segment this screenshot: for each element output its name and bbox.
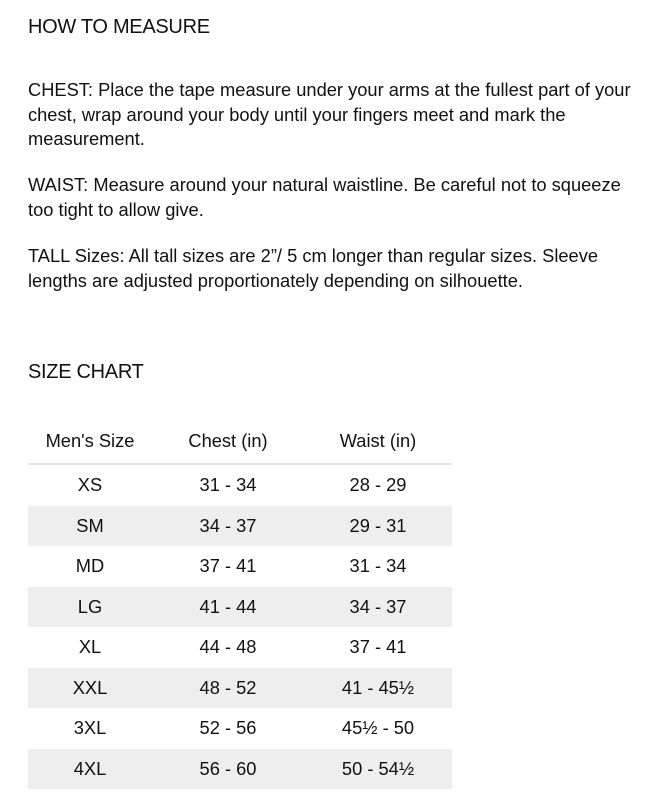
size-cell: XS <box>77 474 103 496</box>
how-to-measure-heading: HOW TO MEASURE <box>28 16 210 38</box>
waist-cell: 28 - 29 <box>349 474 407 496</box>
table-row <box>28 627 452 668</box>
column-header-mens-size: Men's Size <box>28 419 152 464</box>
table-row <box>28 464 452 506</box>
table-row <box>28 668 452 709</box>
chest-cell: 41 - 44 <box>152 587 304 628</box>
size-cell: LG <box>28 587 152 628</box>
tall-sizes-note: TALL Sizes: All tall sizes are 2”/ 5 cm longer than regular sizes. Sleeve lengths are adjusted proportionately depending on silhouette. <box>28 245 599 291</box>
size-chart-table <box>28 419 452 789</box>
waist-cell: 41 - 45½ <box>304 668 452 709</box>
table-row <box>28 749 452 790</box>
waist-cell: 29 - 31 <box>304 506 452 547</box>
column-header-chest: Chest (in) <box>152 419 304 464</box>
waist-cell: 50 - 54½ <box>304 749 452 790</box>
chest-cell: 52 - 56 <box>199 717 257 739</box>
waist-cell: 34 - 37 <box>304 587 452 628</box>
size-cell: XL <box>78 636 102 658</box>
chest-cell: 34 - 37 <box>152 506 304 547</box>
size-cell: MD <box>75 555 105 577</box>
waist-cell: 37 - 41 <box>349 636 407 658</box>
size-chart-heading: SIZE CHART <box>28 361 144 383</box>
chest-instructions: CHEST: Place the tape measure under your arms at the fullest part of your chest, wrap around your body until your fingers meet and mark the measurement. <box>28 79 631 149</box>
table-row <box>28 587 452 628</box>
chest-cell: 56 - 60 <box>152 749 304 790</box>
waist-instructions: WAIST: Measure around your natural waistline. Be careful not to squeeze too tight to allow give. <box>28 174 621 220</box>
chest-cell: 44 - 48 <box>199 636 257 658</box>
table-row <box>28 506 452 547</box>
size-cell: XXL <box>28 668 152 709</box>
table-row <box>28 708 452 749</box>
table-header-row <box>28 419 452 464</box>
chest-cell: 31 - 34 <box>199 474 257 496</box>
column-header-waist: Waist (in) <box>304 419 452 464</box>
table-row <box>28 546 452 587</box>
waist-cell: 31 - 34 <box>349 555 407 577</box>
size-cell: 3XL <box>73 717 107 739</box>
chest-cell: 48 - 52 <box>152 668 304 709</box>
waist-cell: 45½ - 50 <box>341 717 415 739</box>
size-cell: SM <box>28 506 152 547</box>
chest-cell: 37 - 41 <box>199 555 257 577</box>
size-cell: 4XL <box>28 749 152 790</box>
